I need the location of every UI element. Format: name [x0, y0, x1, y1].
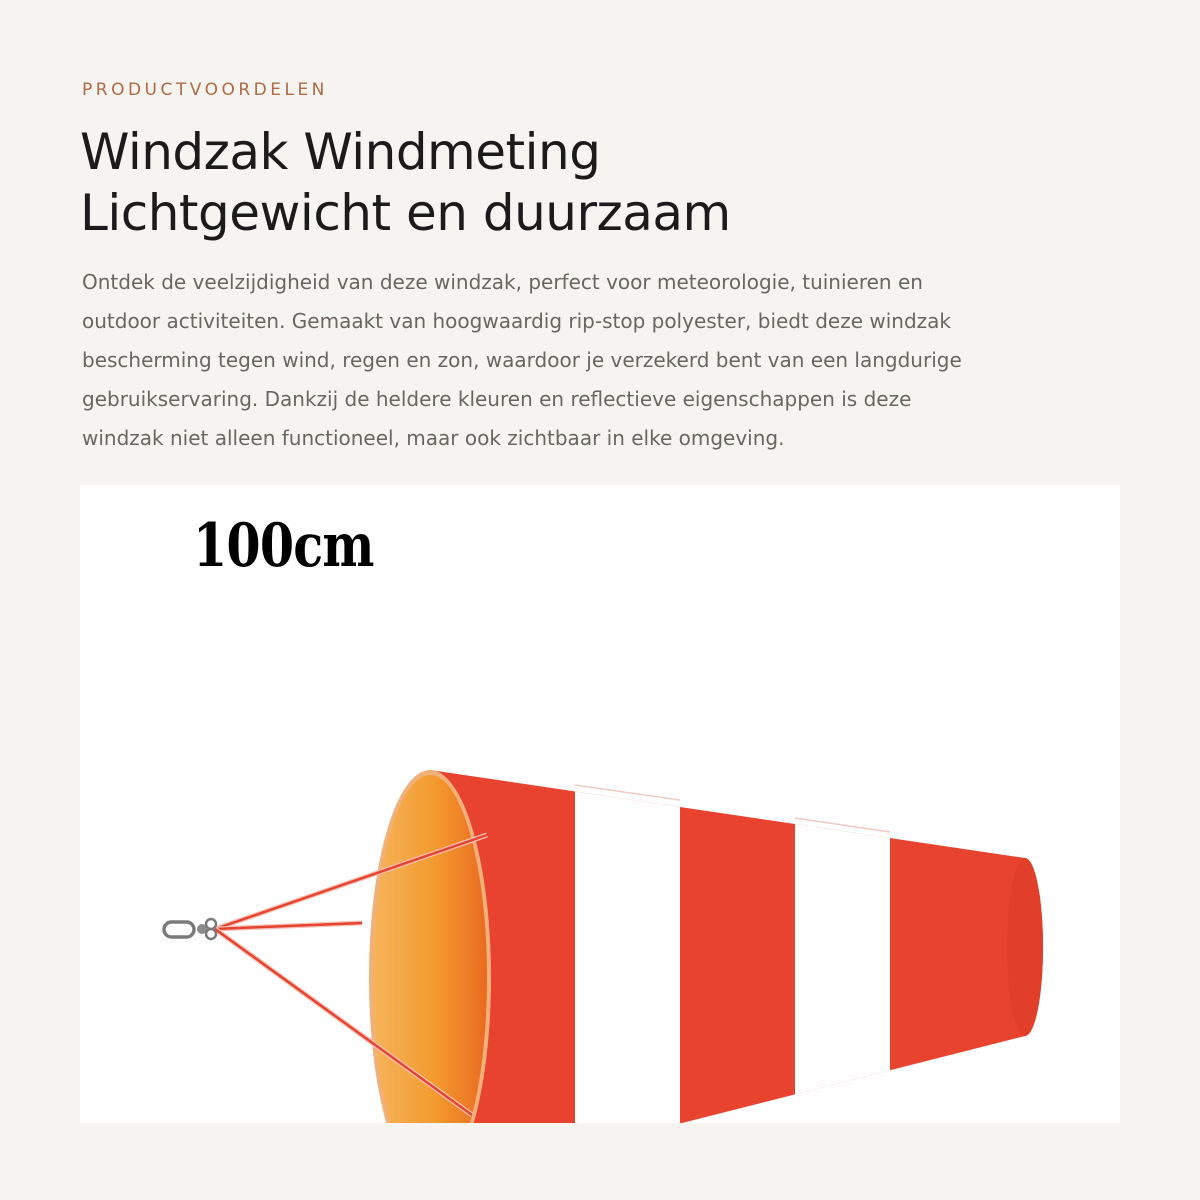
product-image [80, 485, 1120, 1123]
windsock-icon [80, 485, 1120, 1123]
size-label: 100cm [193, 511, 374, 581]
page-title [80, 122, 1120, 244]
description-line: Ontdek de veelzijdigheid van deze windzak, perfect voor meteorologie, tuinieren en [82, 270, 923, 294]
description-line: gebruikservaring. Dankzij de heldere kleuren en reflectieve eigenschappen is deze [82, 387, 912, 411]
windsock-body [410, 735, 1050, 1123]
description-line: windzak niet alleen functioneel, maar ook zichtbaar in elke omgeving. [82, 426, 785, 450]
product-description [82, 263, 1127, 458]
description-line: outdoor activiteiten. Gemaakt van hoogwaardig rip-stop polyester, biedt deze windzak [82, 309, 951, 333]
description-line: bescherming tegen wind, regen en zon, waardoor je verzekerd bent van een langdurige [82, 348, 962, 372]
eyebrow-label: PRODUCTVOORDELEN [82, 80, 328, 100]
swivel-clip [164, 919, 216, 939]
title-line-1: Windzak Windmeting [80, 123, 601, 181]
title-line-2: Lichtgewicht en duurzaam [80, 184, 731, 242]
